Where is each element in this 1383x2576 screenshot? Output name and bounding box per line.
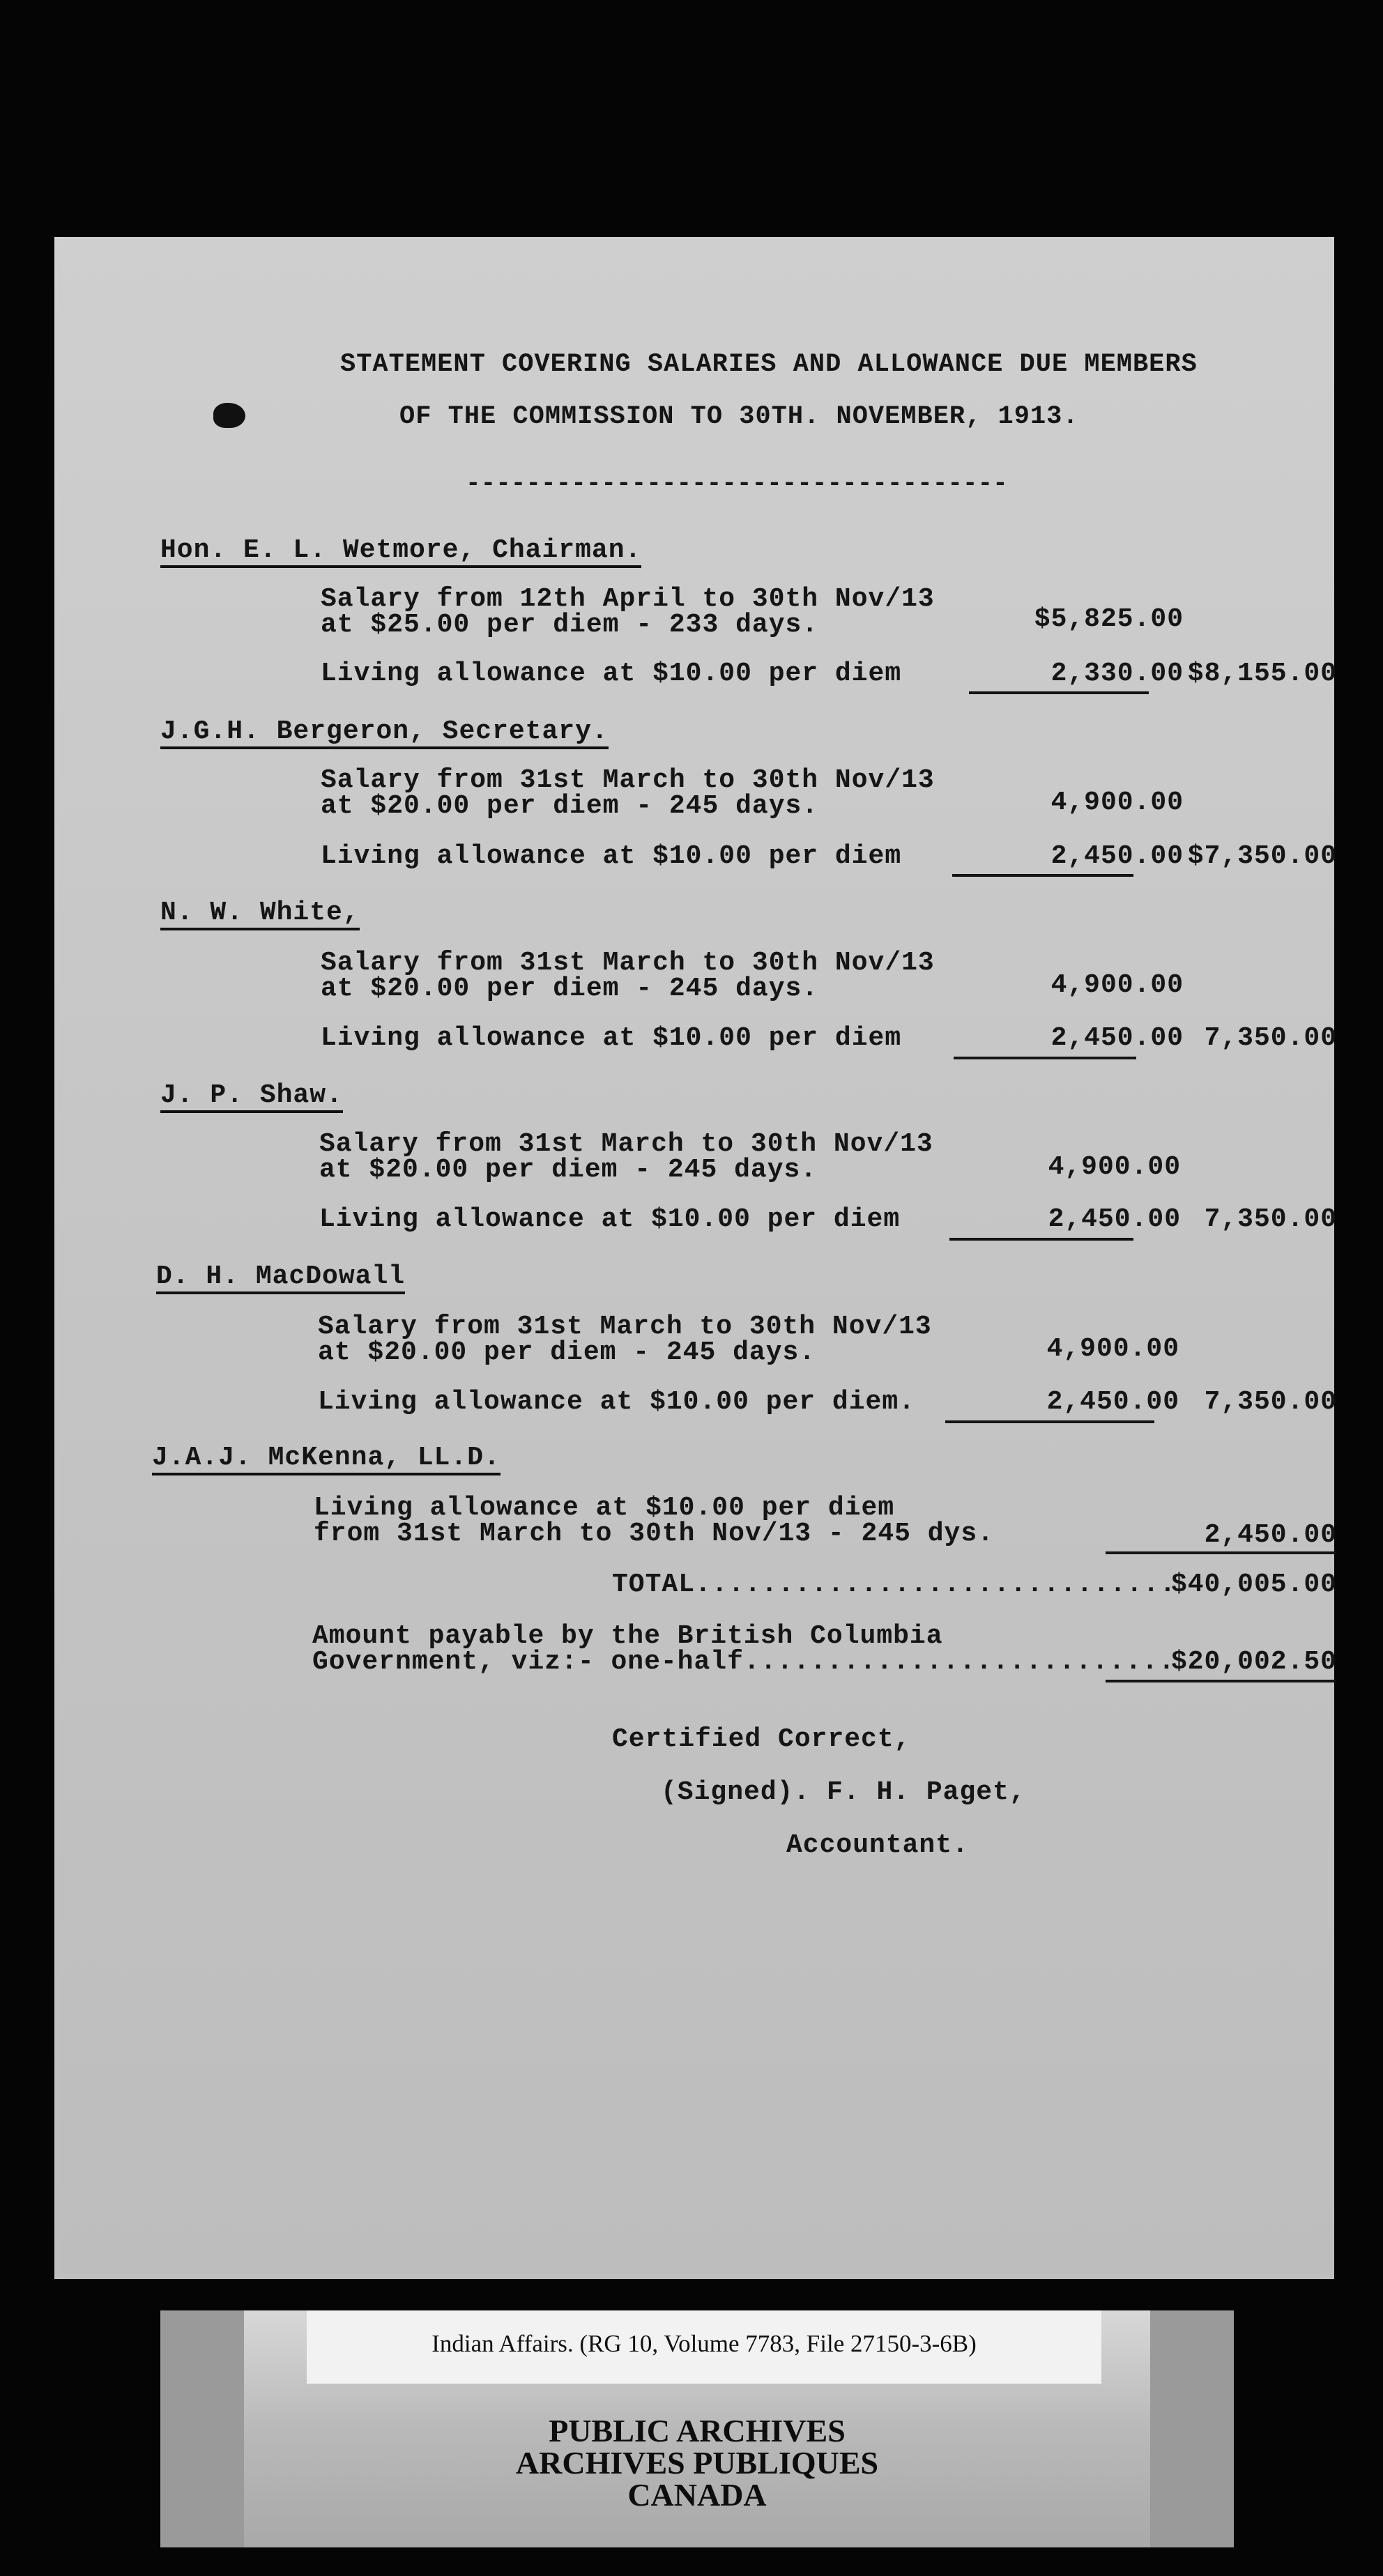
living-amount: 2,450.00 <box>1050 1023 1184 1053</box>
salary-amount: 4,900.00 <box>1050 788 1184 818</box>
amount-rule <box>945 1420 1154 1423</box>
archive-name-en: PUBLIC ARCHIVES <box>549 2413 846 2448</box>
living-amount: 2,450.00 <box>1048 1204 1181 1234</box>
living-allowance-line: Living allowance at $10.00 per diem <box>321 1023 902 1053</box>
living-allowance-line: Living allowance at $10.00 per diem <box>321 659 902 689</box>
archive-label-mount <box>160 2310 1234 2547</box>
amount-rule <box>954 1057 1136 1059</box>
mckenna-line: from 31st March to 30th Nov/13 - 245 dys. <box>314 1519 994 1549</box>
archive-country: CANADA <box>627 2477 767 2513</box>
member-name-macdowall: D. H. MacDowall <box>156 1262 405 1294</box>
salary-line: at $20.00 per diem - 245 days. <box>318 1337 816 1367</box>
salary-amount: 4,900.00 <box>1046 1334 1179 1364</box>
total-label: TOTAL............................. <box>612 1570 1177 1600</box>
title-line-1: STATEMENT COVERING SALARIES AND ALLOWANCE DUE MEMBERS <box>340 350 1198 379</box>
salary-amount: 4,900.00 <box>1050 970 1184 1000</box>
member-name-mckenna: J.A.J. McKenna, LL.D. <box>152 1443 501 1475</box>
living-amount: 2,330.00 <box>1050 659 1184 689</box>
reference-text: Indian Affairs. (RG 10, Volume 7783, File 27150-3-6B) <box>431 2330 977 2357</box>
certified-text: Certified Correct, <box>612 1724 911 1754</box>
member-total: 7,350.00 <box>1204 1204 1337 1234</box>
salary-line: at $20.00 per diem - 245 days. <box>321 974 819 1004</box>
salary-line: Salary from 31st March to 30th Nov/13 <box>319 1129 933 1159</box>
payable-line: Amount payable by the British Columbia <box>312 1621 943 1651</box>
salary-line: at $20.00 per diem - 245 days. <box>319 1155 818 1185</box>
accountant-title: Accountant. <box>786 1830 969 1860</box>
title-separator: ------------------------------------ <box>466 469 1008 498</box>
document-page <box>54 237 1337 2279</box>
payable-line: Government, viz:- one-half.......................... <box>312 1647 1175 1677</box>
archive-name-fr: ARCHIVES PUBLIQUES <box>515 2445 879 2481</box>
salary-line: Salary from 31st March to 30th Nov/13 <box>321 765 935 795</box>
amount-rule <box>1106 1680 1336 1682</box>
salary-amount: 4,900.00 <box>1048 1152 1181 1182</box>
living-amount: 2,450.00 <box>1046 1387 1179 1417</box>
member-total: $8,155.00 <box>1187 659 1337 689</box>
salary-amount: $5,825.00 <box>1034 604 1184 634</box>
title-line-2: OF THE COMMISSION TO 30TH. NOVEMBER, 1913. <box>399 402 1079 431</box>
amount-rule <box>969 691 1149 694</box>
member-total: 7,350.00 <box>1204 1387 1337 1417</box>
member-name-bergeron: J.G.H. Bergeron, Secretary. <box>160 716 609 749</box>
mckenna-line: Living allowance at $10.00 per diem <box>314 1493 895 1523</box>
amount-rule <box>1106 1551 1336 1554</box>
amount-rule <box>952 874 1133 877</box>
living-allowance-line: Living allowance at $10.00 per diem <box>319 1204 901 1234</box>
salary-line: Salary from 31st March to 30th Nov/13 <box>321 948 935 978</box>
salary-line: Salary from 31st March to 30th Nov/13 <box>318 1312 932 1342</box>
payable-amount: $20,002.50 <box>1170 1647 1337 1677</box>
grand-total: $40,005.00 <box>1170 1570 1337 1600</box>
living-allowance-line: Living allowance at $10.00 per diem. <box>318 1387 915 1417</box>
mckenna-amount: 2,450.00 <box>1204 1520 1337 1550</box>
ink-blot <box>213 403 245 428</box>
member-name-white: N. W. White, <box>160 898 360 930</box>
salary-line: Salary from 12th April to 30th Nov/13 <box>321 584 935 614</box>
salary-line: at $20.00 per diem - 245 days. <box>321 791 819 821</box>
signed-text: (Signed). F. H. Paget, <box>661 1777 1026 1807</box>
member-name-shaw: J. P. Shaw. <box>160 1080 343 1113</box>
member-total: $7,350.00 <box>1187 841 1337 871</box>
member-total: 7,350.00 <box>1204 1023 1337 1053</box>
living-allowance-line: Living allowance at $10.00 per diem <box>321 841 902 871</box>
reference-label <box>307 2310 1101 2384</box>
amount-rule <box>949 1238 1133 1241</box>
living-amount: 2,450.00 <box>1050 841 1184 871</box>
member-name-wetmore: Hon. E. L. Wetmore, Chairman. <box>160 535 641 568</box>
salary-line: at $25.00 per diem - 233 days. <box>321 610 819 640</box>
